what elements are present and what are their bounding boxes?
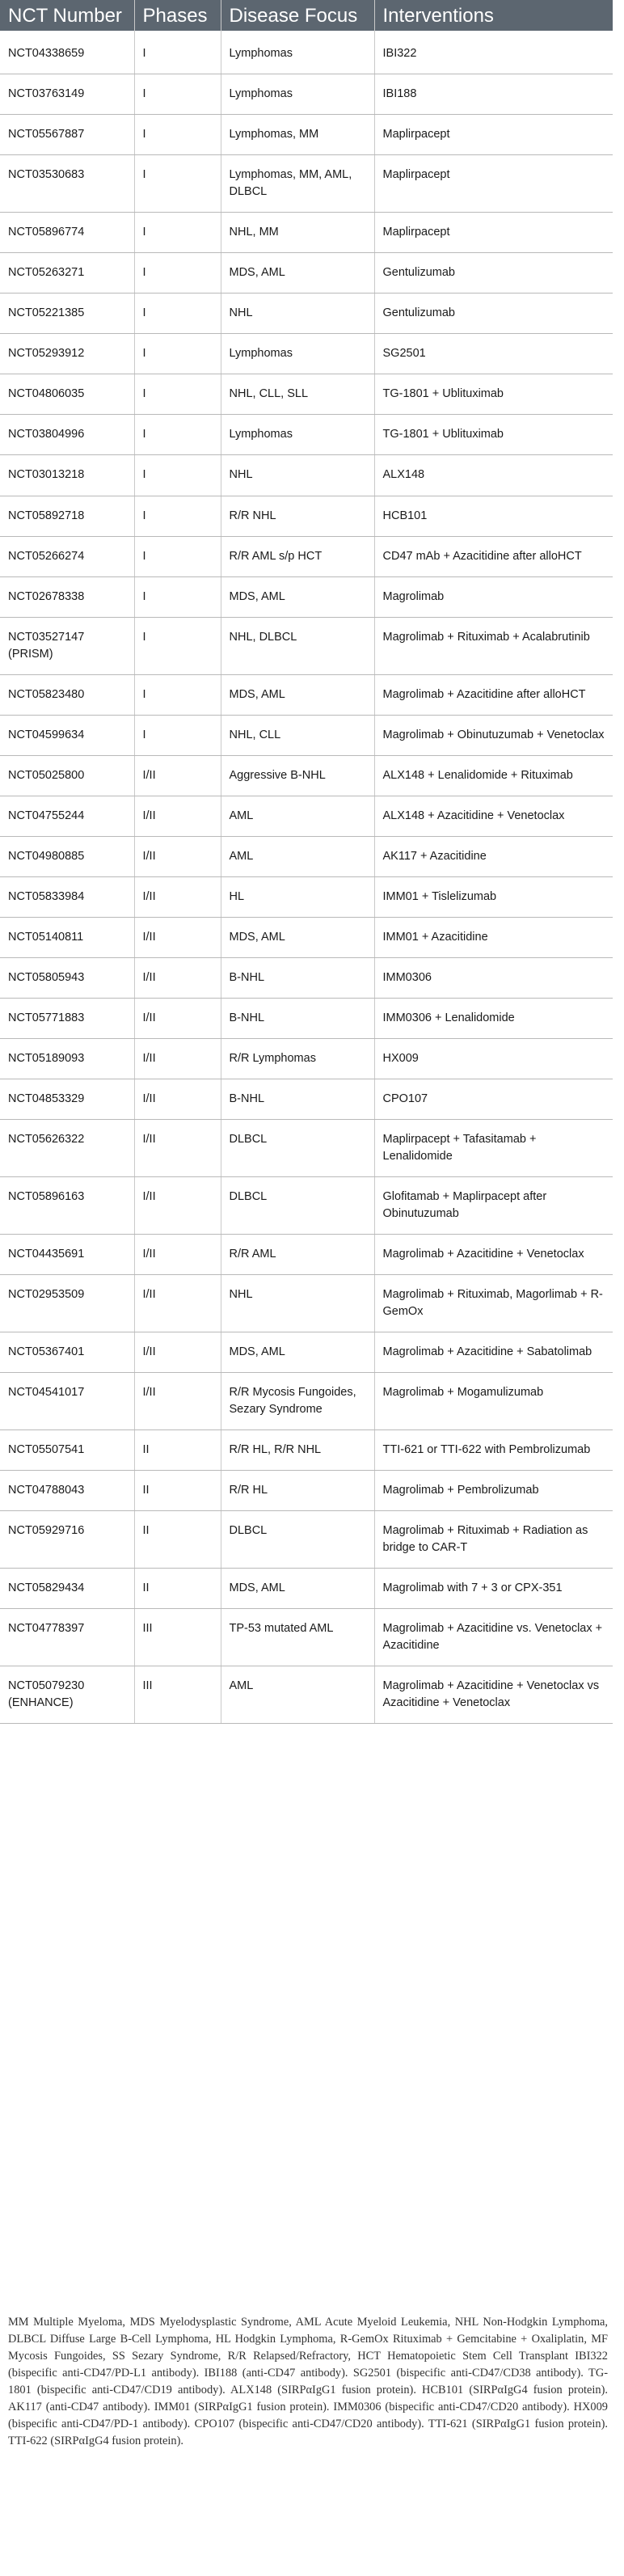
cell-disease-focus: NHL, CLL [221,715,374,755]
cell-phase: I/II [134,1176,221,1234]
cell-phase: I/II [134,1119,221,1176]
cell-phase: III [134,1666,221,1724]
table-row [0,715,613,755]
header-interventions: Interventions [374,0,613,31]
table-footnote [8,2314,608,2450]
cell-disease-focus: R/R Mycosis Fungoides, Sezary Syndrome [221,1372,374,1429]
cell-disease-focus: Lymphomas [221,415,374,455]
cell-interventions: Magrolimab + Azacitidine after alloHCT [374,674,613,715]
cell-disease-focus: B-NHL [221,998,374,1038]
table-row [0,253,613,293]
cell-interventions: TG-1801 + Ublituximab [374,415,613,455]
cell-disease-focus: R/R AML s/p HCT [221,536,374,576]
cell-disease-focus: MDS, AML [221,917,374,957]
cell-nct-number: NCT04541017 [0,1372,134,1429]
table-row [0,496,613,536]
cell-nct-number: NCT05367401 [0,1332,134,1372]
cell-interventions: Magrolimab + Mogamulizumab [374,1372,613,1429]
cell-phase: I [134,715,221,755]
cell-nct-number: NCT05805943 [0,957,134,998]
table-row [0,213,613,253]
cell-phase: I/II [134,876,221,917]
cell-interventions: Magrolimab + Obinutuzumab + Venetoclax [374,715,613,755]
cell-interventions: Maplirpacept + Tafasitamab + Lenalidomide [374,1119,613,1176]
cell-nct-number: NCT05140811 [0,917,134,957]
cell-interventions: Magrolimab with 7 + 3 or CPX-351 [374,1568,613,1608]
cell-disease-focus: B-NHL [221,957,374,998]
cell-disease-focus: AML [221,796,374,836]
cell-disease-focus: NHL, CLL, SLL [221,374,374,415]
cell-interventions: TG-1801 + Ublituximab [374,374,613,415]
cell-disease-focus: MDS, AML [221,253,374,293]
header-phases: Phases [134,0,221,31]
cell-nct-number: NCT05896163 [0,1176,134,1234]
cell-nct-number: NCT04778397 [0,1608,134,1666]
cell-phase: I [134,334,221,374]
cell-nct-number: NCT05221385 [0,293,134,334]
cell-interventions: IBI322 [374,31,613,74]
cell-disease-focus: HL [221,876,374,917]
cell-interventions: IMM01 + Tislelizumab [374,876,613,917]
cell-nct-number: NCT04435691 [0,1234,134,1274]
cell-interventions: IBI188 [374,74,613,115]
cell-disease-focus: R/R NHL [221,496,374,536]
table-row [0,796,613,836]
cell-disease-focus: NHL [221,293,374,334]
cell-nct-number: NCT05025800 [0,755,134,796]
cell-phase: I/II [134,998,221,1038]
cell-interventions: SG2501 [374,334,613,374]
table-row [0,957,613,998]
cell-disease-focus: MDS, AML [221,1568,374,1608]
cell-phase: I [134,536,221,576]
cell-interventions: Glofitamab + Maplirpacept after Obinutuzumab [374,1176,613,1234]
table-row [0,876,613,917]
table-row [0,1429,613,1470]
cell-phase: I/II [134,1079,221,1119]
cell-phase: I [134,213,221,253]
table-body [0,31,613,1723]
cell-interventions: CPO107 [374,1079,613,1119]
cell-disease-focus: NHL [221,1274,374,1332]
cell-disease-focus: AML [221,1666,374,1724]
table-row [0,115,613,155]
cell-phase: I [134,74,221,115]
cell-nct-number: NCT05771883 [0,998,134,1038]
cell-phase: I [134,415,221,455]
cell-interventions: AK117 + Azacitidine [374,836,613,876]
cell-interventions: Magrolimab + Azacitidine + Venetoclax [374,1234,613,1274]
cell-interventions: Magrolimab + Pembrolizumab [374,1470,613,1510]
cell-disease-focus: Lymphomas [221,74,374,115]
cell-nct-number: NCT05293912 [0,334,134,374]
cell-phase: I [134,155,221,213]
cell-phase: I/II [134,1332,221,1372]
cell-nct-number: NCT03804996 [0,415,134,455]
cell-interventions: ALX148 [374,455,613,496]
cell-interventions: ALX148 + Azacitidine + Venetoclax [374,796,613,836]
cell-nct-number: NCT03013218 [0,455,134,496]
cell-disease-focus: TP-53 mutated AML [221,1608,374,1666]
cell-disease-focus: MDS, AML [221,674,374,715]
cell-nct-number: NCT02678338 [0,576,134,617]
table-row [0,917,613,957]
cell-disease-focus: R/R Lymphomas [221,1038,374,1079]
table-row [0,74,613,115]
cell-nct-number: NCT04338659 [0,31,134,74]
cell-disease-focus: B-NHL [221,1079,374,1119]
cell-nct-number: NCT03763149 [0,74,134,115]
cell-nct-number: NCT05189093 [0,1038,134,1079]
table-row [0,617,613,674]
cell-phase: I [134,31,221,74]
cell-disease-focus: NHL [221,455,374,496]
table-row [0,1510,613,1568]
cell-phase: II [134,1429,221,1470]
cell-phase: I/II [134,1274,221,1332]
cell-disease-focus: R/R HL, R/R NHL [221,1429,374,1470]
cell-nct-number: NCT05263271 [0,253,134,293]
cell-nct-number: NCT02953509 [0,1274,134,1332]
table-row [0,1176,613,1234]
cell-nct-number: NCT03530683 [0,155,134,213]
cell-nct-number: NCT04853329 [0,1079,134,1119]
table-row [0,455,613,496]
table-row [0,836,613,876]
cell-interventions: Magrolimab + Azacitidine vs. Venetoclax + Azacitidine [374,1608,613,1666]
table-row [0,1666,613,1724]
cell-phase: I/II [134,755,221,796]
table-row [0,1470,613,1510]
cell-disease-focus: Lymphomas [221,334,374,374]
table-header-row [0,0,613,31]
table-row [0,155,613,213]
cell-interventions: TTI-621 or TTI-622 with Pembrolizumab [374,1429,613,1470]
cell-phase: I [134,576,221,617]
cell-interventions: Magrolimab [374,576,613,617]
cell-nct-number: NCT04980885 [0,836,134,876]
cell-interventions: Maplirpacept [374,213,613,253]
table-row [0,755,613,796]
cell-disease-focus: DLBCL [221,1176,374,1234]
cell-nct-number: NCT05507541 [0,1429,134,1470]
cell-disease-focus: Lymphomas, MM, AML, DLBCL [221,155,374,213]
cell-phase: I [134,115,221,155]
table-row [0,1038,613,1079]
header-disease-focus: Disease Focus [221,0,374,31]
cell-phase: I [134,253,221,293]
cell-disease-focus: Aggressive B-NHL [221,755,374,796]
table-row [0,31,613,74]
cell-phase: I [134,374,221,415]
cell-disease-focus: NHL, DLBCL [221,617,374,674]
cell-disease-focus: DLBCL [221,1510,374,1568]
table-row [0,1079,613,1119]
cell-phase: I [134,455,221,496]
cell-phase: I/II [134,1038,221,1079]
cell-nct-number: NCT05829434 [0,1568,134,1608]
table-row [0,1234,613,1274]
table-row [0,998,613,1038]
cell-nct-number: NCT04788043 [0,1470,134,1510]
table-row [0,1568,613,1608]
cell-phase: II [134,1470,221,1510]
cell-nct-number: NCT05929716 [0,1510,134,1568]
cell-phase: I [134,674,221,715]
cell-disease-focus: AML [221,836,374,876]
cell-interventions: HX009 [374,1038,613,1079]
table-row [0,674,613,715]
cell-interventions: Gentulizumab [374,253,613,293]
cell-phase: I [134,496,221,536]
cell-interventions: Magrolimab + Rituximab, Magorlimab + R-GemOx [374,1274,613,1332]
cell-disease-focus: MDS, AML [221,576,374,617]
table-row [0,536,613,576]
cell-phase: I [134,617,221,674]
cell-nct-number: NCT04599634 [0,715,134,755]
cell-nct-number: NCT05833984 [0,876,134,917]
cell-interventions: Gentulizumab [374,293,613,334]
cell-interventions: IMM0306 [374,957,613,998]
table-row [0,1274,613,1332]
cell-phase: I/II [134,1372,221,1429]
cell-interventions: Magrolimab + Azacitidine + Venetoclax vs Azacitidine + Venetoclax [374,1666,613,1724]
table-row [0,415,613,455]
cell-nct-number: NCT05626322 [0,1119,134,1176]
cell-interventions: Maplirpacept [374,155,613,213]
cell-phase: III [134,1608,221,1666]
cell-interventions: Magrolimab + Rituximab + Radiation as bridge to CAR-T [374,1510,613,1568]
cell-phase: I/II [134,917,221,957]
cell-disease-focus: Lymphomas [221,31,374,74]
cell-nct-number: NCT05896774 [0,213,134,253]
cell-interventions: IMM01 + Azacitidine [374,917,613,957]
table-row [0,1372,613,1429]
cell-interventions: IMM0306 + Lenalidomide [374,998,613,1038]
cell-nct-number: NCT05079230 (ENHANCE) [0,1666,134,1724]
cell-disease-focus: Lymphomas, MM [221,115,374,155]
cell-disease-focus: DLBCL [221,1119,374,1176]
cell-interventions: Maplirpacept [374,115,613,155]
cell-disease-focus: MDS, AML [221,1332,374,1372]
cell-interventions: Magrolimab + Rituximab + Acalabrutinib [374,617,613,674]
footnote-text: MM Multiple Myeloma, MDS Myelodysplastic Syndrome, AML Acute Myeloid Leukemia, NHL Non-Hodgkin Lymphoma, DLBCL Diffuse Large B-Cell Lymphoma, HL Hodgkin Lymphoma, R-GemOx Rituximab + Gemcitabine + Oxaliplatin, MF Mycosis Fungoides, SS Sezary Syndrome, R/R Relapsed/Refractory, HCT Hematopoietic Stem Cell Transplant IBI322 (bispecific anti-CD47/PD-L1 antibody). IBI188 (anti-CD47 antibody). SG2501 (bispecific anti-CD47/CD38 antibody). TG-1801 (bispecific anti-CD47/CD19 antibody). ALX148 (SIRPαIgG1 fusion protein). HCB101 (SIRPαIgG4 fusion protein). AK117 (anti-CD47 antibody). IMM01 (SIRPαIgG1 fusion protein). IMM0306 (bispecific anti-CD47/CD20 antibody). HX009 (bispecific anti-CD47/PD-1 antibody). CPO107 (bispecific anti-CD47/CD20 antibody). TTI-621 (SIRPαIgG1 fusion protein). TTI-622 (SIRPαIgG4 fusion protein). [8,2316,608,2447]
cell-phase: I/II [134,836,221,876]
table-row [0,1332,613,1372]
cell-disease-focus: NHL, MM [221,213,374,253]
cell-nct-number: NCT05823480 [0,674,134,715]
cell-phase: I/II [134,1234,221,1274]
cell-phase: I/II [134,957,221,998]
cell-nct-number: NCT05567887 [0,115,134,155]
table-row [0,334,613,374]
cell-phase: I/II [134,796,221,836]
table-row [0,293,613,334]
cell-nct-number: NCT03527147 (PRISM) [0,617,134,674]
cell-nct-number: NCT04755244 [0,796,134,836]
cell-nct-number: NCT05266274 [0,536,134,576]
table-row [0,576,613,617]
cell-disease-focus: R/R AML [221,1234,374,1274]
table-row [0,1608,613,1666]
cell-phase: I [134,293,221,334]
cell-interventions: HCB101 [374,496,613,536]
cell-interventions: CD47 mAb + Azacitidine after alloHCT [374,536,613,576]
cell-interventions: ALX148 + Lenalidomide + Rituximab [374,755,613,796]
header-nct-number: NCT Number [0,0,134,31]
table-row [0,374,613,415]
cell-nct-number: NCT05892718 [0,496,134,536]
cell-disease-focus: R/R HL [221,1470,374,1510]
cell-phase: II [134,1568,221,1608]
cell-nct-number: NCT04806035 [0,374,134,415]
table-row [0,1119,613,1176]
cell-interventions: Magrolimab + Azacitidine + Sabatolimab [374,1332,613,1372]
cell-phase: II [134,1510,221,1568]
